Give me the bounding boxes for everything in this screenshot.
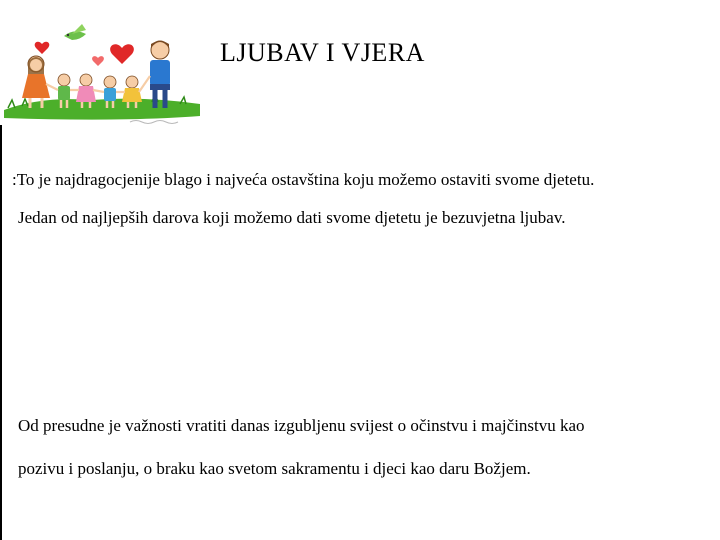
paragraph-2: Jedan od najljepših darova koji možemo dati svome djetetu je bezuvjetna ljubav. [18,208,566,227]
family-drawing-icon [2,18,202,128]
paragraph-1: :To je najdragocjenije blago i najveća ostavština koju možemo ostaviti svome djetetu. [12,170,595,189]
paragraph-4: pozivu i poslanju, o braku kao svetom sakramentu i djeci kao daru Božjem. [18,459,531,478]
left-border-line [0,125,2,540]
paragraph-3: Od presudne je važnosti vratiti danas izgubljenu svijest o očinstvu i majčinstvu kao [18,416,585,435]
page-title: LJUBAV I VJERA [220,38,425,67]
